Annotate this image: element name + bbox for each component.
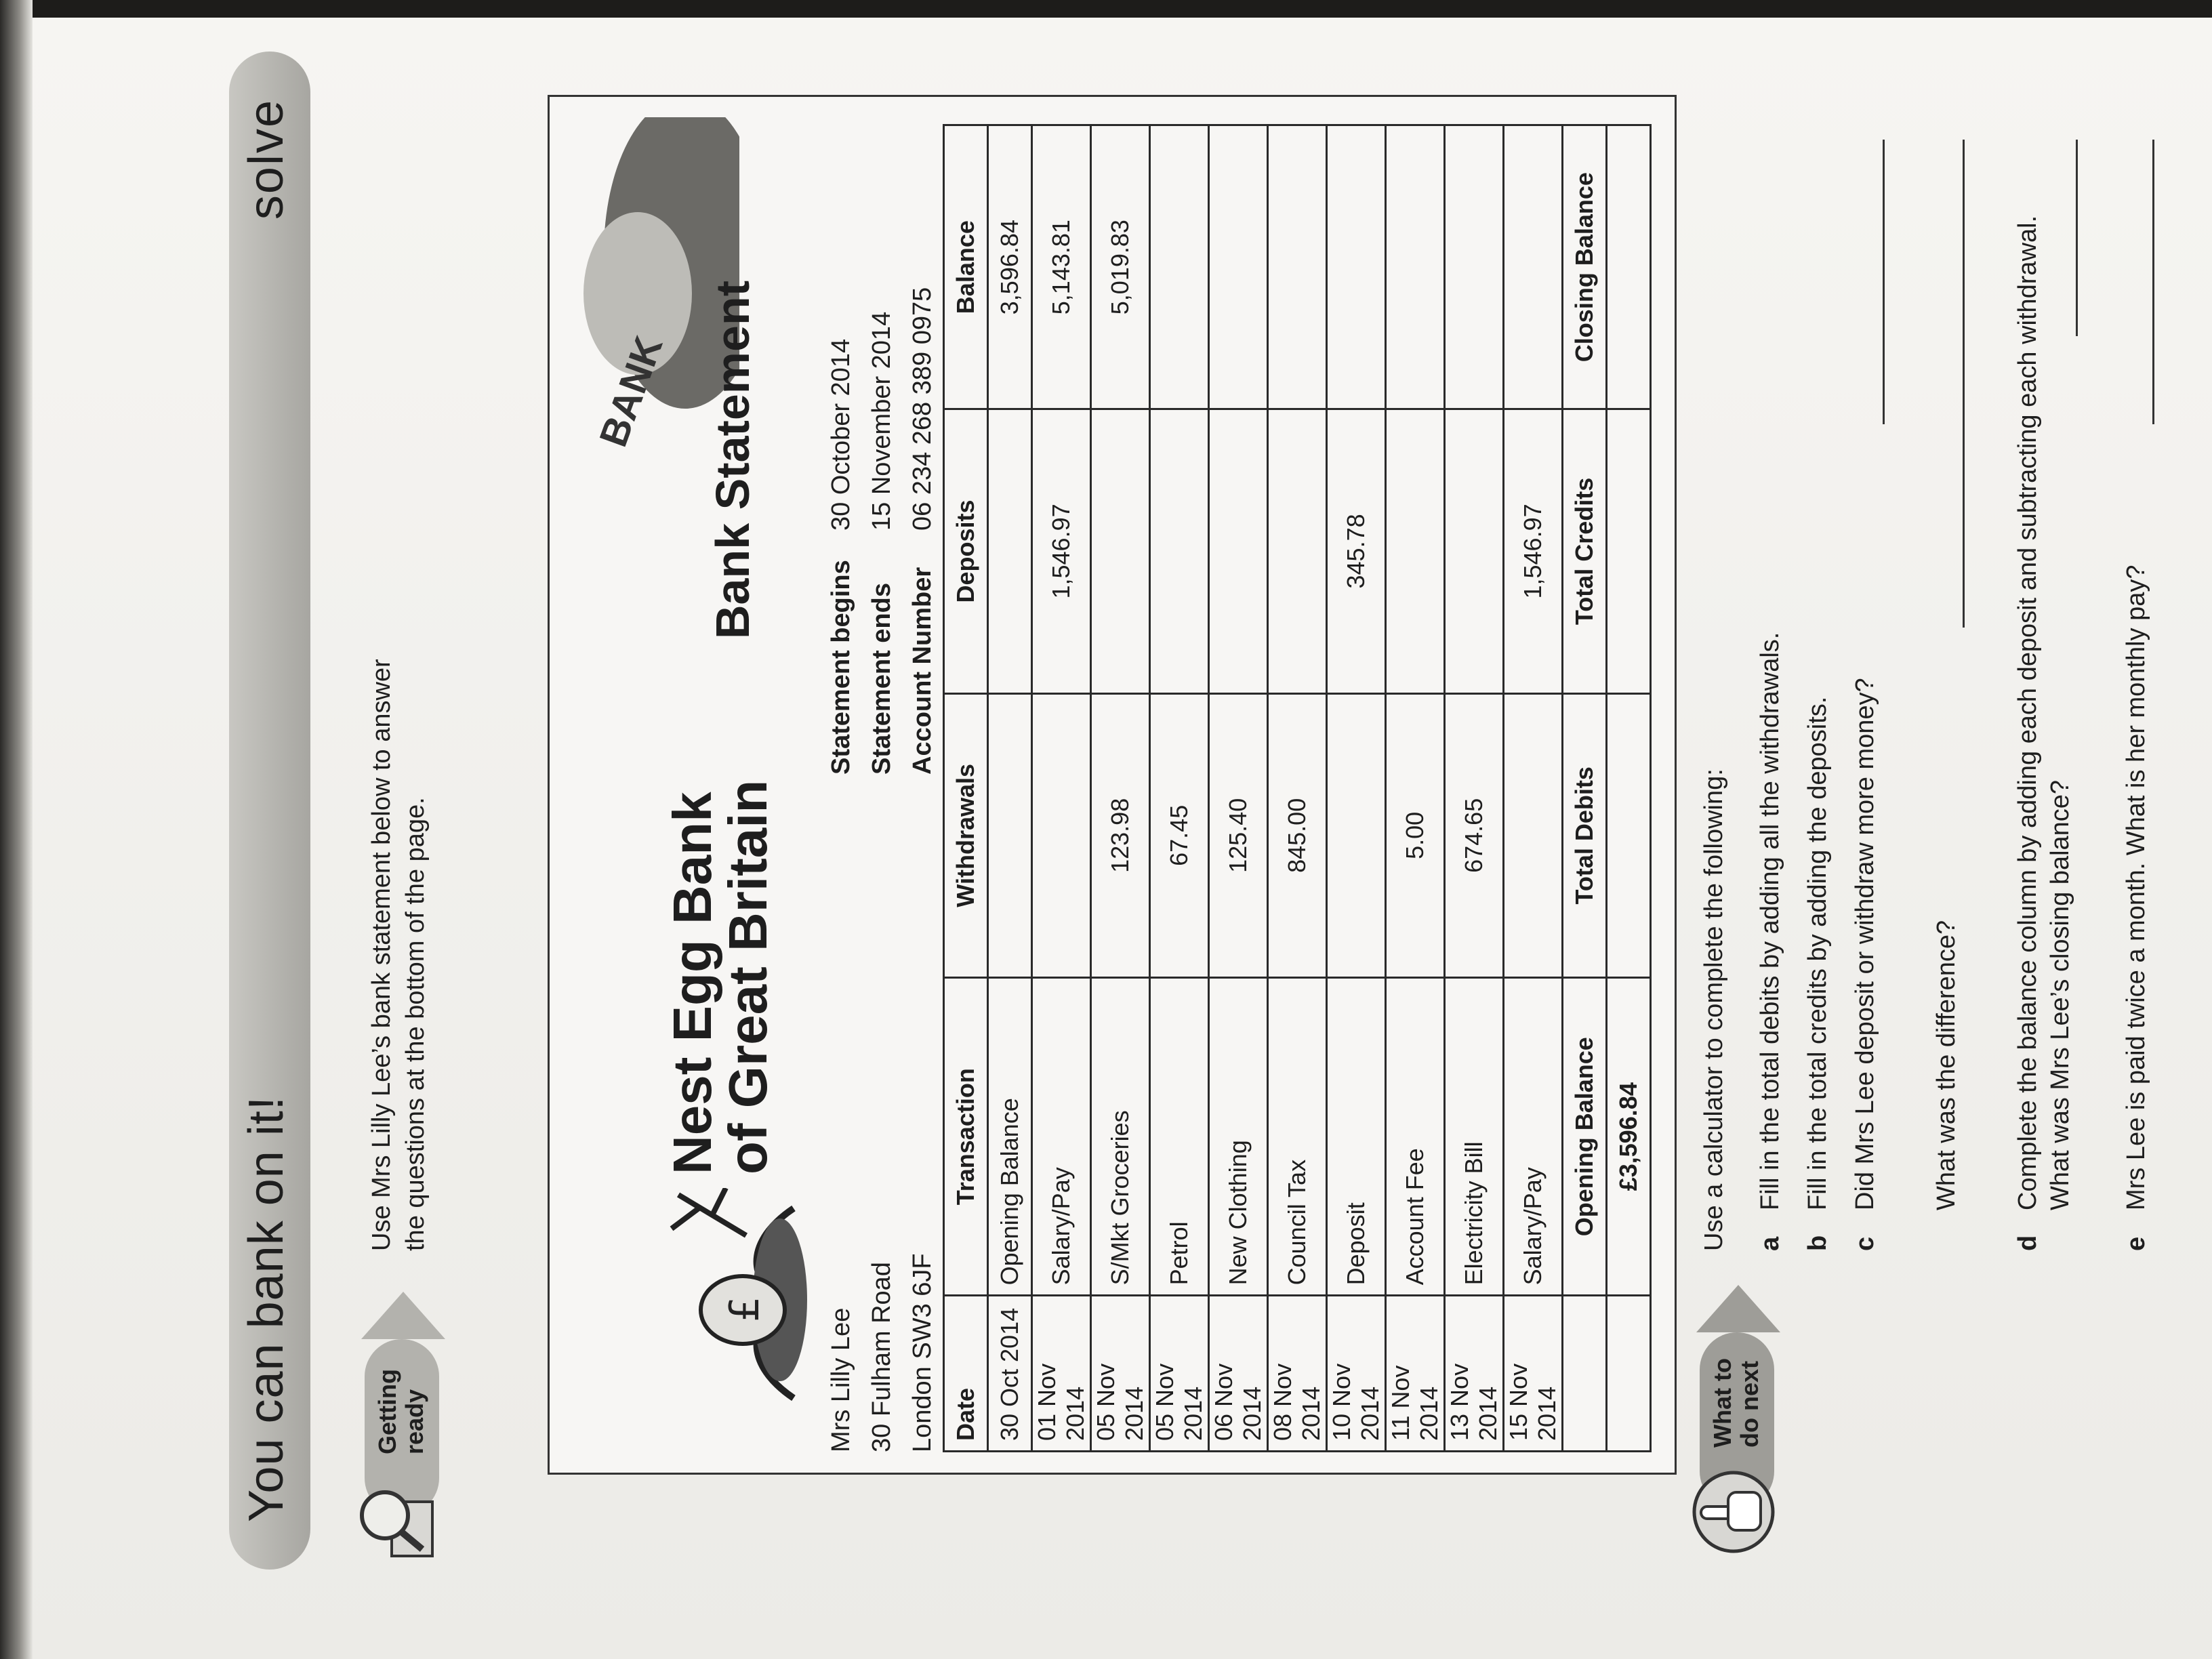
row-transaction: Account Fee bbox=[1386, 978, 1445, 1296]
table-row bbox=[1209, 125, 1268, 1452]
answer-line-difference[interactable] bbox=[1963, 140, 1965, 628]
row-withdrawal: 123.98 bbox=[1091, 693, 1150, 977]
table-row bbox=[1150, 125, 1209, 1452]
row-deposit bbox=[1445, 409, 1504, 693]
row-balance bbox=[1150, 125, 1209, 409]
customer-name: Mrs Lilly Lee bbox=[827, 1307, 855, 1452]
nest-egg-logo-icon bbox=[651, 1188, 814, 1412]
table-row bbox=[1327, 125, 1386, 1452]
question-text: What was the difference? bbox=[1932, 920, 1961, 1210]
section-tag: solve bbox=[239, 99, 293, 220]
row-date: 06 Nov 2014 bbox=[1209, 1296, 1268, 1452]
row-transaction: Petrol bbox=[1150, 978, 1209, 1296]
title-banner bbox=[229, 52, 310, 1570]
row-deposit bbox=[1091, 409, 1150, 693]
row-transaction: Opening Balance bbox=[988, 978, 1032, 1296]
rotated-page-content bbox=[60, 31, 2212, 1658]
closing-balance-value[interactable] bbox=[1607, 125, 1651, 409]
row-date: 11 Nov 2014 bbox=[1386, 1296, 1445, 1452]
opening-balance-header: Opening Balance bbox=[1563, 978, 1607, 1296]
svg-text:£: £ bbox=[721, 1296, 769, 1322]
scanner-edge bbox=[0, 0, 2212, 18]
magnifier-book-icon bbox=[351, 1475, 446, 1563]
statement-ends-label: Statement ends bbox=[867, 583, 896, 775]
arrow-right-icon bbox=[361, 1292, 445, 1339]
question-label: a bbox=[1756, 1236, 1784, 1251]
table-row bbox=[1445, 125, 1504, 1452]
row-withdrawal bbox=[1504, 693, 1563, 977]
row-date: 30 Oct 2014 bbox=[988, 1296, 1032, 1452]
row-balance: 5,019.83 bbox=[1091, 125, 1150, 409]
col-header-balance: Balance bbox=[944, 125, 988, 409]
col-header-date: Date bbox=[944, 1296, 988, 1452]
row-transaction: Council Tax bbox=[1268, 978, 1327, 1296]
account-number-label: Account Number bbox=[908, 567, 937, 775]
row-date: 13 Nov 2014 bbox=[1445, 1296, 1504, 1452]
table-row bbox=[1032, 125, 1091, 1452]
customer-city: London SW3 6JF bbox=[908, 1253, 937, 1452]
row-withdrawal: 845.00 bbox=[1268, 693, 1327, 977]
total-debits-value[interactable] bbox=[1607, 693, 1651, 977]
question-e bbox=[2120, 167, 2152, 1251]
question-c-difference bbox=[1930, 167, 1963, 1251]
total-credits-header: Total Credits bbox=[1563, 409, 1607, 693]
row-balance bbox=[1445, 125, 1504, 409]
row-date: 10 Nov 2014 bbox=[1327, 1296, 1386, 1452]
row-withdrawal: 125.40 bbox=[1209, 693, 1268, 977]
col-header-deposits: Deposits bbox=[944, 409, 988, 693]
row-withdrawal: 67.45 bbox=[1150, 693, 1209, 977]
page-title: You can bank on it! bbox=[239, 1096, 293, 1522]
bank-name bbox=[662, 779, 778, 1174]
answer-line-e[interactable] bbox=[2152, 140, 2154, 424]
getting-ready-label-2: ready bbox=[401, 1389, 428, 1454]
row-transaction: Deposit bbox=[1327, 978, 1386, 1296]
question-label: e bbox=[2122, 1236, 2150, 1251]
intro-line-2: the questions at the bottom of the page. bbox=[401, 797, 430, 1251]
table-row bbox=[1268, 125, 1327, 1452]
statement-begins-label: Statement begins bbox=[827, 560, 855, 775]
answer-line-d[interactable] bbox=[2076, 140, 2078, 336]
account-number-value: 06 234 268 389 0975 bbox=[908, 287, 937, 531]
totals-value-row bbox=[1607, 125, 1651, 1452]
customer-street: 30 Fulham Road bbox=[867, 1262, 896, 1452]
row-deposit bbox=[1209, 409, 1268, 693]
answer-line-c[interactable] bbox=[1883, 140, 1885, 424]
row-transaction: New Clothing bbox=[1209, 978, 1268, 1296]
question-text: Complete the balance column by adding each deposit and subtracting each withdrawal. What was Mrs Lee’s closing balance? bbox=[2013, 215, 2074, 1210]
row-date: 15 Nov 2014 bbox=[1504, 1296, 1563, 1452]
row-transaction: S/Mkt Groceries bbox=[1091, 978, 1150, 1296]
row-balance bbox=[1268, 125, 1327, 409]
row-date: 05 Nov 2014 bbox=[1150, 1296, 1209, 1452]
bank-statement-box bbox=[548, 95, 1677, 1475]
row-transaction: Salary/Pay bbox=[1504, 978, 1563, 1296]
row-withdrawal bbox=[1327, 693, 1386, 977]
totals-blank-cell bbox=[1607, 1296, 1651, 1452]
question-label: c bbox=[1851, 1236, 1879, 1251]
closing-balance-header: Closing Balance bbox=[1563, 125, 1607, 409]
bank-logo-text: BANK bbox=[591, 330, 672, 453]
question-label: b bbox=[1803, 1235, 1832, 1251]
row-withdrawal: 674.65 bbox=[1445, 693, 1504, 977]
opening-balance-value: £3,596.84 bbox=[1607, 978, 1651, 1296]
col-header-withdrawals: Withdrawals bbox=[944, 693, 988, 977]
table-row bbox=[1386, 125, 1445, 1452]
row-balance: 3,596.84 bbox=[988, 125, 1032, 409]
row-withdrawal bbox=[988, 693, 1032, 977]
book-spine bbox=[0, 0, 33, 1659]
getting-ready-badge bbox=[351, 1292, 446, 1563]
statement-meta bbox=[821, 287, 943, 775]
row-deposit: 345.78 bbox=[1327, 409, 1386, 693]
row-deposit bbox=[988, 409, 1032, 693]
what-next-label-2: do next bbox=[1736, 1360, 1763, 1448]
question-text: Mrs Lee is paid twice a month. What is her monthly pay? bbox=[2122, 565, 2150, 1210]
getting-ready-label-1: Getting bbox=[373, 1369, 401, 1454]
question-d bbox=[2011, 167, 2076, 1251]
row-deposit bbox=[1150, 409, 1209, 693]
bank-name-line-2: of Great Britain bbox=[718, 779, 778, 1174]
row-balance bbox=[1209, 125, 1268, 409]
worksheet-page bbox=[33, 18, 2212, 1659]
question-b bbox=[1801, 167, 1834, 1251]
pointing-hand-icon bbox=[1686, 1468, 1781, 1556]
row-deposit bbox=[1386, 409, 1445, 693]
totals-header-row bbox=[1563, 125, 1607, 1452]
what-next-badge bbox=[1686, 1265, 1781, 1556]
question-a bbox=[1754, 167, 1786, 1251]
intro-line-1: Use Mrs Lilly Lee’s bank statement below to answer bbox=[367, 659, 396, 1251]
table-row bbox=[1091, 125, 1150, 1452]
question-text: Fill in the total credits by adding the deposits. bbox=[1803, 696, 1832, 1210]
table-row bbox=[1504, 125, 1563, 1452]
statement-begins-value: 30 October 2014 bbox=[827, 338, 855, 531]
row-deposit: 1,546.97 bbox=[1504, 409, 1563, 693]
row-transaction: Electricity Bill bbox=[1445, 978, 1504, 1296]
row-balance: 5,143.81 bbox=[1032, 125, 1091, 409]
total-credits-value[interactable] bbox=[1607, 409, 1651, 693]
row-withdrawal: 5.00 bbox=[1386, 693, 1445, 977]
row-date: 01 Nov 2014 bbox=[1032, 1296, 1091, 1452]
question-text: Did Mrs Lee deposit or withdraw more money? bbox=[1851, 678, 1879, 1210]
question-c bbox=[1849, 167, 1881, 1251]
row-deposit: 1,546.97 bbox=[1032, 409, 1091, 693]
row-balance bbox=[1504, 125, 1563, 409]
customer-address bbox=[821, 1253, 943, 1452]
total-debits-header: Total Debits bbox=[1563, 693, 1607, 977]
arrow-right-icon bbox=[1696, 1285, 1780, 1332]
totals-blank-cell bbox=[1563, 1296, 1607, 1452]
statement-table bbox=[943, 124, 1652, 1452]
row-deposit bbox=[1268, 409, 1327, 693]
row-transaction: Salary/Pay bbox=[1032, 978, 1091, 1296]
statement-title: Bank Statement bbox=[706, 280, 759, 639]
row-date: 05 Nov 2014 bbox=[1091, 1296, 1150, 1452]
row-date: 08 Nov 2014 bbox=[1268, 1296, 1327, 1452]
bank-name-line-1: Nest Egg Bank bbox=[662, 792, 722, 1174]
row-withdrawal bbox=[1032, 693, 1091, 977]
row-balance bbox=[1327, 125, 1386, 409]
questions-intro: Use a calculator to complete the following: bbox=[1700, 769, 1728, 1251]
question-label: d bbox=[2013, 1235, 2042, 1251]
table-row bbox=[988, 125, 1032, 1452]
statement-ends-value: 15 November 2014 bbox=[867, 311, 896, 531]
intro-text bbox=[365, 659, 432, 1251]
question-text: Fill in the total debits by adding all the withdrawals. bbox=[1756, 632, 1784, 1210]
what-next-label-1: What to bbox=[1708, 1358, 1736, 1448]
col-header-transaction: Transaction bbox=[944, 978, 988, 1296]
row-balance bbox=[1386, 125, 1445, 409]
